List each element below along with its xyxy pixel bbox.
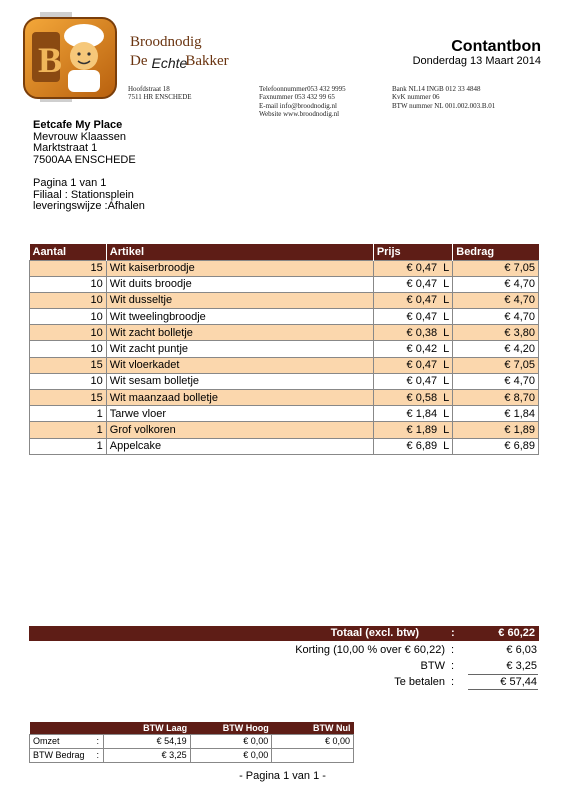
- item-unit: L: [440, 292, 453, 308]
- customer-street: Marktstraat 1: [33, 142, 98, 154]
- discount-colon: :: [451, 644, 455, 656]
- item-amount: € 1,89: [453, 422, 539, 438]
- btw-row-zero: [272, 748, 354, 762]
- btw-row-colon: :: [93, 734, 103, 748]
- item-amount: € 7,05: [453, 357, 539, 373]
- btw-header-row: [30, 722, 354, 734]
- item-price: € 0,47: [373, 260, 440, 276]
- item-article: Tarwe vloer: [106, 406, 373, 422]
- pay-box-bottom: [468, 689, 538, 690]
- address-street: Hoofdstraat 18: [128, 85, 170, 93]
- item-price: € 6,89: [373, 438, 440, 454]
- table-row: [30, 276, 539, 292]
- items-header-row: [30, 244, 539, 260]
- item-amount: € 4,20: [453, 341, 539, 357]
- item-price: € 1,84: [373, 406, 440, 422]
- item-article: Wit dusseltje: [106, 292, 373, 308]
- item-qty: 10: [30, 373, 107, 389]
- item-article: Wit zacht bolletje: [106, 325, 373, 341]
- table-row: [30, 260, 539, 276]
- item-unit: L: [440, 260, 453, 276]
- discount-value: € 6,03: [506, 644, 537, 656]
- btw-table: [29, 722, 354, 763]
- item-amount: € 8,70: [453, 390, 539, 406]
- table-row: [30, 325, 539, 341]
- item-qty: 10: [30, 276, 107, 292]
- item-amount: € 7,05: [453, 260, 539, 276]
- table-row: [30, 341, 539, 357]
- page-footer: - Pagina 1 van 1 -: [239, 770, 326, 782]
- item-qty: 15: [30, 260, 107, 276]
- item-article: Grof volkoren: [106, 422, 373, 438]
- item-unit: L: [440, 341, 453, 357]
- item-qty: 1: [30, 422, 107, 438]
- item-qty: 15: [30, 390, 107, 406]
- brand-sub-bakker: Bakker: [185, 53, 229, 69]
- discount-label: Korting (10,00 % over € 60,22): [295, 644, 445, 656]
- meta-branch: Filiaal : Stationsplein: [33, 188, 134, 201]
- item-price: € 0,38: [373, 325, 440, 341]
- pay-value: € 57,44: [500, 676, 537, 688]
- item-article: Wit maanzaad bolletje: [106, 390, 373, 406]
- document-meta: [33, 178, 145, 213]
- contact-phone: Telefoonnummer053 432 9995: [259, 85, 346, 93]
- btw-header-high: BTW Hoog: [190, 722, 272, 734]
- item-price: € 0,42: [373, 341, 440, 357]
- item-amount: € 4,70: [453, 373, 539, 389]
- btw-label: BTW: [420, 660, 445, 672]
- company-address: [128, 85, 192, 102]
- btw-value: € 3,25: [506, 660, 537, 672]
- item-unit: L: [440, 325, 453, 341]
- meta-page: Pagina 1 van 1: [33, 177, 107, 189]
- item-qty: 10: [30, 341, 107, 357]
- item-article: Appelcake: [106, 438, 373, 454]
- customer-name: Eetcafe My Place: [33, 119, 123, 131]
- total-colon: :: [451, 627, 455, 639]
- btw-header-zero: BTW Nul: [272, 722, 354, 734]
- item-price: € 0,47: [373, 276, 440, 292]
- btw-row-high: € 0,00: [190, 748, 272, 762]
- btw-row-label: BTW Bedrag: [30, 748, 94, 762]
- item-amount: € 3,80: [453, 325, 539, 341]
- btw-row-colon: :: [93, 748, 103, 762]
- brand-name: Broodnodig: [130, 34, 202, 50]
- table-row: [30, 422, 539, 438]
- table-row: [30, 292, 539, 308]
- item-qty: 1: [30, 438, 107, 454]
- btw-row-label: Omzet: [30, 734, 94, 748]
- item-unit: L: [440, 406, 453, 422]
- item-qty: 15: [30, 357, 107, 373]
- contact-website: Website www.broodnodig.nl: [259, 110, 340, 119]
- btw-row-low: € 3,25: [103, 748, 190, 762]
- kvk-number: KvK nummer 06: [392, 93, 440, 102]
- item-article: Wit duits broodje: [106, 276, 373, 292]
- btw-row-high: € 0,00: [190, 734, 272, 748]
- company-bank: [392, 85, 495, 110]
- header-qty: Aantal: [30, 244, 107, 260]
- btw-row: [30, 748, 354, 762]
- item-qty: 1: [30, 406, 107, 422]
- table-row: [30, 406, 539, 422]
- item-amount: € 4,70: [453, 276, 539, 292]
- meta-delivery: leveringswijze :Afhalen: [33, 200, 145, 212]
- address-city: 7511 HR ENSCHEDE: [128, 93, 192, 102]
- pay-label: Te betalen: [394, 676, 445, 688]
- pay-box-top: [468, 674, 538, 675]
- item-qty: 10: [30, 309, 107, 325]
- item-price: € 1,89: [373, 422, 440, 438]
- bank-account: Bank NL14 INGB 012 33 4848: [392, 85, 481, 93]
- btw-row-zero: € 0,00: [272, 734, 354, 748]
- item-qty: 10: [30, 292, 107, 308]
- item-price: € 0,47: [373, 373, 440, 389]
- btw-header-low: BTW Laag: [103, 722, 190, 734]
- item-unit: L: [440, 309, 453, 325]
- table-row: [30, 390, 539, 406]
- brand-sub-echte: Echte: [151, 55, 188, 71]
- total-value: € 60,22: [498, 627, 535, 639]
- items-body: [30, 260, 539, 454]
- item-unit: L: [440, 438, 453, 454]
- item-amount: € 4,70: [453, 309, 539, 325]
- total-bar: [29, 626, 539, 641]
- btw-number: BTW nummer NL 001.002.003.B.01: [392, 101, 496, 110]
- item-price: € 0,47: [373, 357, 440, 373]
- company-contact: [259, 85, 346, 119]
- item-qty: 10: [30, 325, 107, 341]
- header-article: Artikel: [106, 244, 373, 260]
- item-price: € 0,47: [373, 309, 440, 325]
- item-price: € 0,58: [373, 390, 440, 406]
- items-table: [29, 244, 539, 455]
- btw-header-empty: [30, 722, 104, 734]
- btw-body: [30, 734, 354, 762]
- item-unit: L: [440, 276, 453, 292]
- customer-contact: Mevrouw Klaassen: [33, 130, 126, 143]
- item-price: € 0,47: [373, 292, 440, 308]
- item-unit: L: [440, 373, 453, 389]
- item-unit: L: [440, 422, 453, 438]
- contact-fax: Faxnummer 053 432 99 65: [259, 93, 335, 102]
- item-amount: € 6,89: [453, 438, 539, 454]
- baker-chef-logo-icon: [22, 12, 126, 102]
- document-title: Contantbon: [451, 38, 541, 55]
- item-article: Wit sesam bolletje: [106, 373, 373, 389]
- item-article: Wit vloerkadet: [106, 357, 373, 373]
- btw-row-low: € 54,19: [103, 734, 190, 748]
- item-unit: L: [440, 390, 453, 406]
- header-price: Prijs: [373, 244, 452, 260]
- customer-city: 7500AA ENSCHEDE: [33, 153, 136, 166]
- table-row: [30, 309, 539, 325]
- item-unit: L: [440, 357, 453, 373]
- contact-email: E-mail info@broodnodig.nl: [259, 101, 337, 110]
- document-date: Donderdag 13 Maart 2014: [412, 55, 541, 67]
- item-article: Wit kaiserbroodje: [106, 260, 373, 276]
- brand-sub-de: De: [130, 53, 148, 69]
- pay-colon: :: [451, 676, 455, 688]
- item-article: Wit zacht puntje: [106, 341, 373, 357]
- table-row: [30, 373, 539, 389]
- btw-row: [30, 734, 354, 748]
- table-row: [30, 438, 539, 454]
- btw-colon: :: [451, 660, 455, 672]
- customer-block: [33, 120, 136, 166]
- total-label: Totaal (excl. btw): [330, 627, 419, 639]
- item-amount: € 4,70: [453, 292, 539, 308]
- svg-text:B: B: [38, 40, 63, 80]
- item-article: Wit tweelingbroodje: [106, 309, 373, 325]
- header-amount: Bedrag: [453, 244, 539, 260]
- brand-subtitle: [130, 52, 229, 70]
- table-row: [30, 357, 539, 373]
- item-amount: € 1,84: [453, 406, 539, 422]
